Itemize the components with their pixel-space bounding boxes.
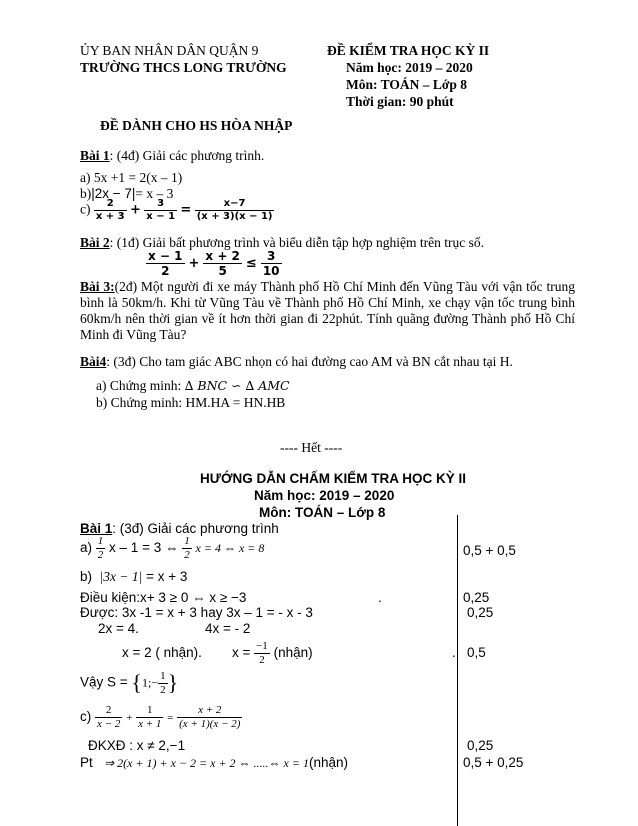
frac-den: 10: [262, 264, 280, 278]
header-right-subject: Môn: TOÁN – Lớp 8: [346, 77, 467, 92]
answer-a-score: 0,5 + 0,5: [463, 543, 516, 558]
exam-bai4-a: [96, 378, 290, 394]
frac-num: 1: [136, 705, 163, 718]
answer-pt-nhan: (nhận): [308, 755, 348, 770]
answer-a-rest: x = 4 ⇔ x = 8: [195, 541, 265, 556]
exam-bai1-c-frac1: [94, 199, 127, 222]
answer-dieu-kien-dot: .: [378, 590, 382, 605]
answer-c-frac1: [95, 705, 122, 730]
answer-a-mid: x – 1 = 3: [109, 540, 162, 556]
frac-den: x − 2: [97, 718, 121, 730]
frac-den: 5: [218, 264, 227, 278]
exam-bai4-a-expr: ∆ BNC ∽ ∆ AMC: [184, 378, 290, 393]
exam-bai1-c-prefix: c): [80, 201, 91, 217]
frac-num: 1: [160, 669, 166, 682]
plus-sign: +: [188, 256, 200, 272]
exam-bai3-label: Bài 3:: [80, 279, 115, 294]
frac-num: x−7: [195, 199, 275, 211]
answer-x-nhan: (nhận): [273, 645, 313, 661]
answer-b-line: [80, 569, 187, 585]
answer-x2: x = 2 ( nhận).: [122, 645, 202, 661]
frac-den: x + 3: [95, 211, 125, 222]
exam-bai2-text: : (1đ) Giải bất phương trình và biểu diễn tập hợp nghiệm trên trục số.: [109, 235, 485, 250]
exam-bai1-heading: [80, 148, 264, 164]
left-brace: {: [131, 670, 142, 695]
exam-bai3-text: (2đ) Một người đi xe máy Thành phố Hồ Chí Minh đến Vũng Tàu với vận tốc trung bình là 50km/h. Khi từ Vũng Tàu về Thành phố Hồ Chí Minh, xe chạy vận tốc trung bình 60km/h nên thời gian về ít hơn thời gian đi 22phút. Tính quãng đường Thành phố Hồ Chí Minh đi Vũng Tàu?: [80, 279, 575, 342]
answer-pt-score: 0,5 + 0,25: [463, 755, 524, 770]
answer-bai1-heading: [80, 521, 279, 536]
frac-num: −1: [256, 640, 268, 652]
equals-sign: =: [180, 202, 192, 218]
exam-bai4-b: b) Chứng minh: HM.HA = HN.HB: [96, 395, 286, 410]
exam-bai3: [80, 279, 575, 343]
exam-bai4-heading: [80, 354, 513, 370]
answer-a-line: [80, 536, 264, 561]
exam-bai1-c: [80, 199, 274, 222]
plus-sign: +: [126, 712, 133, 725]
header-right-title: ĐỀ KIỂM TRA HỌC KỲ II: [327, 43, 490, 58]
frac-num: 3: [261, 250, 282, 264]
frac-num: 1: [184, 535, 190, 547]
answer-vay-prefix: Vậy S =: [80, 674, 128, 690]
header-right-year: Năm học: 2019 – 2020: [346, 60, 473, 75]
answer-x-score: 0,5: [467, 645, 486, 660]
exam-bai2-label: Bài 2: [80, 235, 110, 250]
score-column-divider: [457, 515, 458, 826]
exam-bai1-label: Bài 1: [80, 148, 110, 163]
answer-b-rest: = x + 3: [146, 569, 188, 584]
answer-vay-frac: [158, 671, 168, 696]
exam-bai1-a: a) 5x +1 = 2(x – 1): [80, 170, 183, 185]
exam-bai2-inequality: [146, 250, 282, 277]
exam-bai1-c-frac2: [144, 199, 177, 222]
answer-pt-line: [80, 755, 348, 771]
answer-2x: 2x = 4.: [98, 621, 139, 636]
answer-c-frac2: [136, 705, 163, 730]
frac-num: 2: [94, 199, 127, 211]
exam-bai1-b-prefix: b): [80, 186, 92, 201]
exam-bai1-b-rest: = x – 3: [135, 186, 174, 201]
exam-bai1-text: : (4đ) Giải các phương trình.: [109, 148, 265, 163]
frac-den: (x + 1)(x − 2): [179, 718, 241, 730]
answer-x-frac: [254, 641, 270, 666]
answer-a-frac2: [182, 536, 192, 561]
frac-den: 2: [184, 549, 190, 561]
subtitle: ĐỀ DÀNH CHO HS HÒA NHẬP: [100, 118, 293, 133]
answer-a-prefix: a): [80, 540, 93, 556]
exam-bai4-label: Bài4: [80, 354, 107, 369]
answer-title: HƯỚNG DẪN CHẤM KIỂM TRA HỌC KỲ II: [200, 471, 466, 486]
answer-dkxd: ĐKXĐ : x ≠ 2,−1: [88, 738, 186, 753]
exam-end: ---- Hết ----: [280, 440, 343, 455]
answer-x-line: [122, 641, 313, 666]
plus-sign: +: [130, 202, 141, 218]
le-sign: ≤: [245, 256, 257, 272]
answer-bai1-text: : (3đ) Giải các phương trình: [112, 521, 279, 536]
answer-x-eq: x =: [231, 645, 251, 661]
answer-pt-prefix: Pt: [80, 755, 93, 770]
exam-bai2-heading: [80, 235, 484, 251]
frac-num: 1: [97, 535, 104, 547]
frac-num: x + 2: [205, 249, 240, 263]
header-left-line2: TRƯỜNG THCS LONG TRƯỜNG: [80, 60, 287, 75]
frac-num: x − 1: [148, 249, 183, 263]
frac-den: 2: [161, 264, 170, 278]
frac-den: 2: [97, 549, 104, 561]
exam-bai2-frac2: [203, 250, 242, 277]
header-right-time: Thời gian: 90 phút: [346, 94, 454, 109]
answer-bai1-label: Bài 1: [80, 521, 113, 536]
answer-x-dot: .: [452, 645, 456, 660]
answer-subject: Môn: TOÁN – Lớp 8: [259, 505, 386, 520]
answer-c-line: [80, 705, 242, 730]
frac-den: (x + 3)(x − 1): [196, 211, 273, 222]
frac-num: x + 2: [177, 705, 242, 718]
frac-num: 3: [144, 199, 177, 211]
answer-pt-expr: ⇒ 2(x + 1) + x − 2 = x + 2 ⇔ .....⇔ x = 1: [104, 756, 309, 770]
answer-b-expr: |3x − 1|: [99, 569, 143, 584]
answer-dieu-kien-score: 0,25: [463, 590, 490, 605]
answer-dieu-kien: Điều kiện:x+ 3 ≥ 0 ⇔ x ≥ −3: [80, 590, 247, 605]
exam-bai2-frac3: [261, 250, 282, 277]
answer-vay-line: [80, 670, 178, 696]
answer-duoc-score: 0,25: [467, 605, 494, 620]
exam-bai4-a-prefix: a) Chứng minh:: [96, 378, 182, 393]
answer-duoc: Được: 3x -1 = x + 3 hay 3x – 1 = - x - 3: [80, 605, 313, 620]
exam-bai1-b-expr: |2x − 7|: [91, 186, 136, 201]
right-brace: }: [167, 670, 179, 695]
exam-bai2-frac1: [146, 250, 185, 277]
exam-bai1-c-frac3: [195, 199, 275, 222]
frac-den: 2: [160, 683, 166, 696]
answer-b-prefix: b): [80, 569, 93, 584]
answer-c-prefix: c): [80, 709, 92, 725]
answer-4x: 4x = - 2: [205, 621, 251, 636]
answer-vay-set: 1;−: [141, 675, 159, 690]
frac-den: 2: [259, 654, 265, 666]
answer-a-iff: ⇔: [164, 540, 179, 556]
frac-num: 2: [95, 705, 122, 718]
answer-year: Năm học: 2019 – 2020: [254, 488, 395, 503]
answer-c-frac3: [177, 705, 242, 730]
exam-bai4-text: : (3đ) Cho tam giác ABC nhọn có hai đường cao AM và BN cắt nhau tại H.: [106, 354, 513, 369]
header-left-line1: ỦY BAN NHÂN DÂN QUẬN 9: [80, 43, 259, 58]
frac-den: x + 1: [138, 718, 162, 730]
equals-sign: =: [167, 712, 174, 725]
answer-dkxd-score: 0,25: [467, 738, 494, 753]
frac-den: x − 1: [146, 211, 176, 222]
answer-a-frac1: [96, 536, 106, 561]
